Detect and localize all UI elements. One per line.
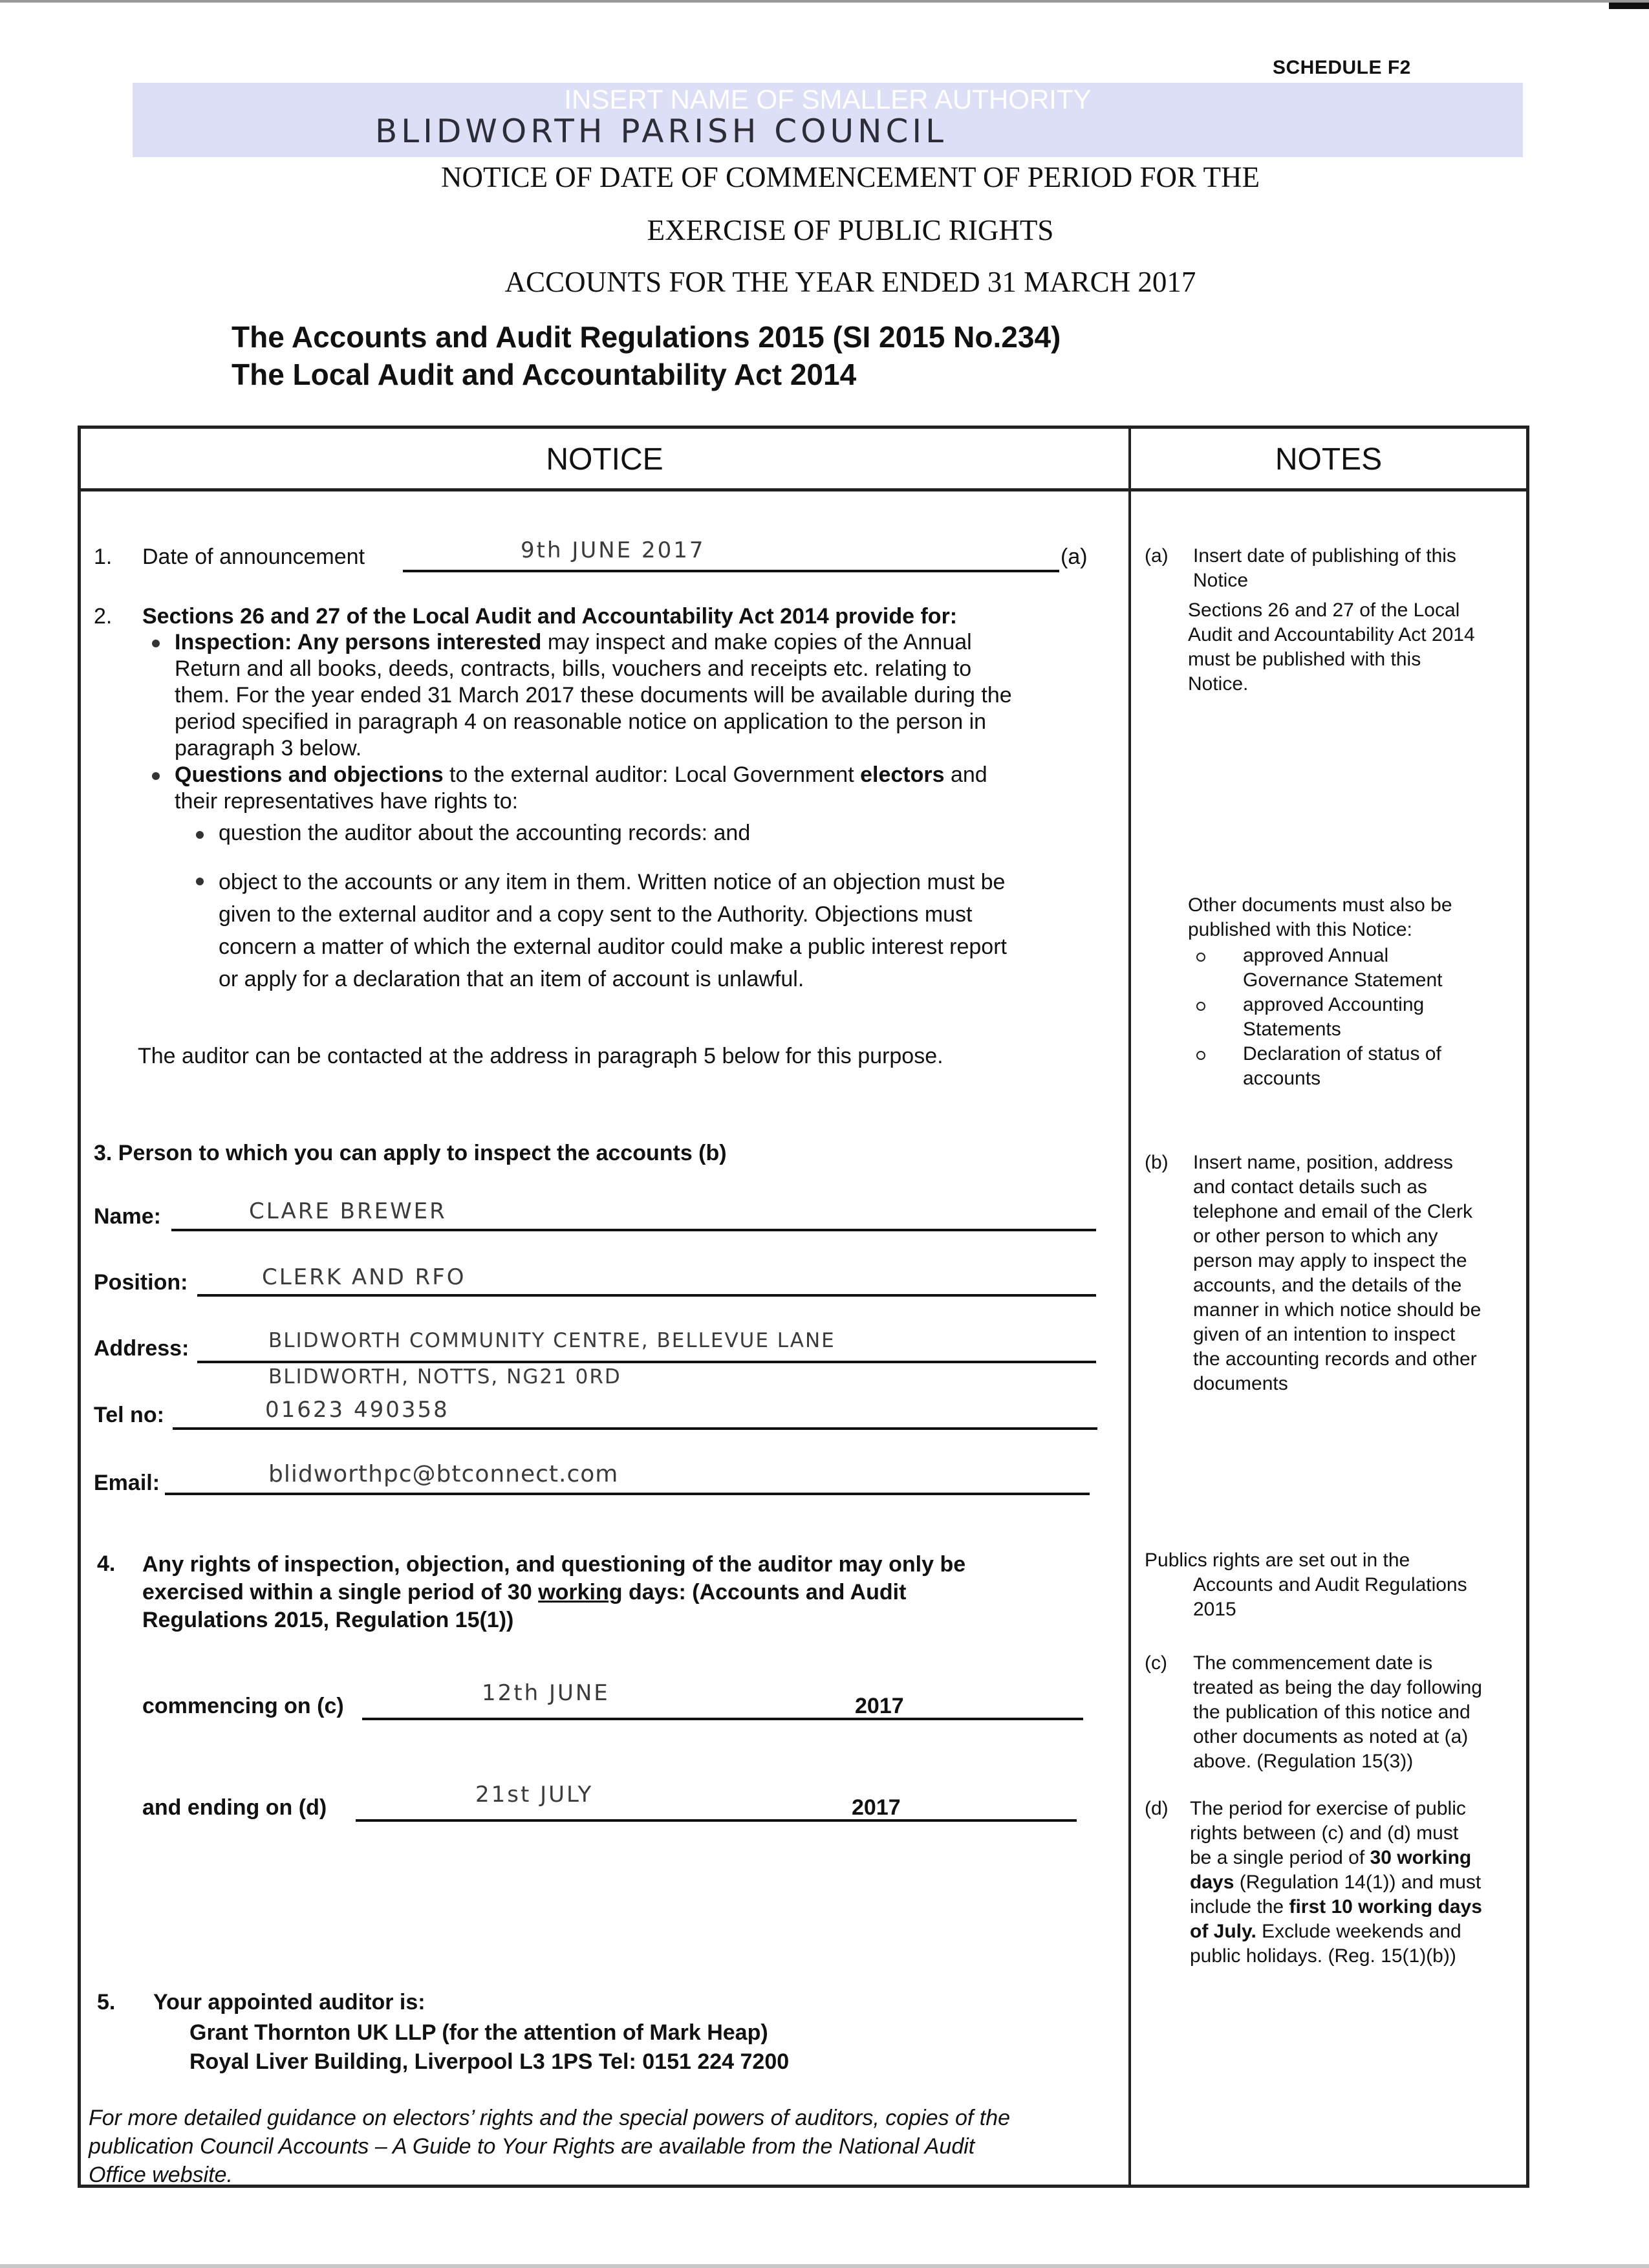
note-doc-accounting: approved Accounting Statements xyxy=(1243,994,1425,1040)
sub-bullet-question: question the auditor about the accounting records: and xyxy=(219,821,751,845)
tel-label: Tel no: xyxy=(94,1403,164,1427)
note-b-ref: (b) xyxy=(1145,1152,1169,1173)
position-line xyxy=(197,1294,1096,1297)
note-c-text: The commencement date is treated as being the day following the publication of this notice and other documents as noted at (a) above. (Regulation 15(3)) xyxy=(1193,1652,1482,1772)
date-announcement-line xyxy=(403,570,1059,572)
address-label: Address: xyxy=(94,1336,189,1361)
scan-mark xyxy=(1609,3,1649,9)
commencing-date-field[interactable]: 12th JUNE xyxy=(482,1680,610,1706)
note-d-ref: (d) xyxy=(1145,1798,1169,1819)
authority-handwritten-name: BLIDWORTH PARISH COUNCIL xyxy=(375,113,947,150)
inspection-paragraph: Inspection: Any persons interested may inspect and make copies of the Annual Return and all books, deeds, contracts, bills, vouchers and receipts etc. relating to them. For the year ended 31 March 2017 these documents will be available during the period specified in paragraph 4 on reasonable notice on application to the person in paragraph 3 below. xyxy=(175,630,1012,761)
schedule-label: SCHEDULE F2 xyxy=(1273,57,1411,78)
scan-edge-top xyxy=(0,0,1649,3)
header-divider xyxy=(81,488,1526,491)
name-field[interactable]: CLARE BREWER xyxy=(249,1198,447,1224)
tel-field[interactable]: 01623 490358 xyxy=(265,1397,449,1423)
section2-heading: Sections 26 and 27 of the Local Audit and Accountability Act 2014 provide for: xyxy=(142,604,958,629)
note-other-documents: Other documents must also be published with this Notice: xyxy=(1188,894,1452,940)
bullet-icon xyxy=(196,831,204,839)
regulation-title: The Accounts and Audit Regulations 2015 (SI 2015 No.234) xyxy=(232,320,1061,354)
email-label: Email: xyxy=(94,1471,160,1495)
authority-name-field[interactable] xyxy=(133,83,1523,157)
note-d-text: The period for exercise of public rights between (c) and (d) must be a single period of 30 working days (Regulation 14(1)) and must include the first 10 working days of July. Exclude weekends and public holidays. (Reg. 15(1)(b)) xyxy=(1190,1798,1482,1967)
guidance-footnote: For more detailed guidance on electors’ rights and the special powers of auditors, copies of the publication Council Accounts – A Guide to Your Rights are available from the National Audit Office website. xyxy=(89,2106,1011,2187)
date-announcement-field[interactable]: 9th JUNE 2017 xyxy=(521,537,706,563)
email-line xyxy=(165,1493,1090,1495)
questions-paragraph: Questions and objections to the external auditor: Local Government electors and their representatives have rights to: xyxy=(175,762,987,814)
document-title-line2: EXERCISE OF PUBLIC RIGHTS xyxy=(647,214,1054,246)
email-field[interactable]: blidworthpc@btconnect.com xyxy=(268,1461,619,1487)
note-doc-declaration: Declaration of status of accounts xyxy=(1243,1043,1441,1089)
circle-bullet-icon xyxy=(1196,953,1205,962)
section2-number: 2. xyxy=(94,604,113,629)
column-divider xyxy=(1128,429,1131,2185)
note-doc-governance: approved Annual Governance Statement xyxy=(1243,945,1443,991)
authority-placeholder: INSERT NAME OF SMALLER AUTHORITY xyxy=(564,84,1092,114)
section5-heading: Your appointed auditor is: xyxy=(153,1990,426,2014)
section1-label: Date of announcement xyxy=(142,545,365,569)
address-line xyxy=(197,1361,1096,1363)
name-line xyxy=(171,1229,1096,1231)
auditor-contact-note: The auditor can be contacted at the address in paragraph 5 below for this purpose. xyxy=(138,1044,943,1068)
tel-line xyxy=(173,1427,1097,1430)
ending-date-field[interactable]: 21st JULY xyxy=(475,1782,594,1808)
address-field-line1[interactable]: BLIDWORTH COMMUNITY CENTRE, BELLEVUE LANE xyxy=(268,1329,835,1352)
bullet-icon xyxy=(152,640,160,647)
section5-number: 5. xyxy=(97,1990,116,2014)
circle-bullet-icon xyxy=(1196,1002,1205,1011)
note-b-text: Insert name, position, address and contact details such as telephone and email of the Clerk or other person to which any person may apply to inspect the accounts, and the details of the manner in which notice should be given of an intention to inspect the accounting records and other documents xyxy=(1193,1152,1482,1394)
ending-line xyxy=(356,1819,1077,1822)
commencing-line xyxy=(362,1718,1083,1720)
ending-year: 2017 xyxy=(852,1795,901,1820)
section4-text: Any rights of inspection, objection, and questioning of the auditor may only be exercised within a single period of 30 working days: (Accounts and Audit Regulations 2015, Regulation 15(1)) xyxy=(142,1552,966,1632)
section1-number: 1. xyxy=(94,545,113,569)
note-sections-text: Sections 26 and 27 of the Local Audit and Accountability Act 2014 must be published with this Notice. xyxy=(1188,599,1475,695)
document-title-line1: NOTICE OF DATE OF COMMENCEMENT OF PERIOD FOR THE xyxy=(441,161,1260,193)
commencing-label: commencing on (c) xyxy=(142,1694,344,1718)
note-c-ref: (c) xyxy=(1145,1652,1167,1674)
bullet-icon xyxy=(196,878,204,885)
position-label: Position: xyxy=(94,1270,188,1295)
circle-bullet-icon xyxy=(1196,1051,1205,1060)
position-field[interactable]: CLERK AND RFO xyxy=(262,1264,466,1290)
document-title-line3: ACCOUNTS FOR THE YEAR ENDED 31 MARCH 2017 xyxy=(504,266,1196,298)
notes-column-heading: NOTES xyxy=(1275,442,1383,477)
auditor-name: Grant Thornton UK LLP (for the attention of Mark Heap) xyxy=(189,2020,768,2045)
notice-column-heading: NOTICE xyxy=(546,442,663,477)
note-public-rights: Publics rights are set out in the Accounts and Audit Regulations 2015 xyxy=(1145,1550,1467,1620)
section3-heading: 3. Person to which you can apply to inspect the accounts (b) xyxy=(94,1141,727,1165)
sub-bullet-object: object to the accounts or any item in them. Written notice of an objection must be given to the external auditor and a copy sent to the Authority. Objections must concern a matter of which the external auditor could make a public interest report or apply for a declaration that an item of account is unlawful. xyxy=(219,870,1007,991)
notice-table xyxy=(78,426,1529,2188)
section1-ref: (a) xyxy=(1061,545,1088,569)
note-a-text: Insert date of publishing of this Notice xyxy=(1193,545,1456,591)
section4-number: 4. xyxy=(97,1551,116,1576)
address-field-line2[interactable]: BLIDWORTH, NOTTS, NG21 0RD xyxy=(268,1365,621,1388)
name-label: Name: xyxy=(94,1204,161,1229)
scan-edge-bottom xyxy=(0,2264,1649,2268)
auditor-address: Royal Liver Building, Liverpool L3 1PS Tel: 0151 224 7200 xyxy=(189,2049,790,2074)
act-title: The Local Audit and Accountability Act 2014 xyxy=(232,358,857,391)
note-a-ref: (a) xyxy=(1145,545,1169,567)
commencing-year: 2017 xyxy=(855,1694,904,1718)
bullet-icon xyxy=(152,772,160,780)
ending-label: and ending on (d) xyxy=(142,1795,327,1820)
